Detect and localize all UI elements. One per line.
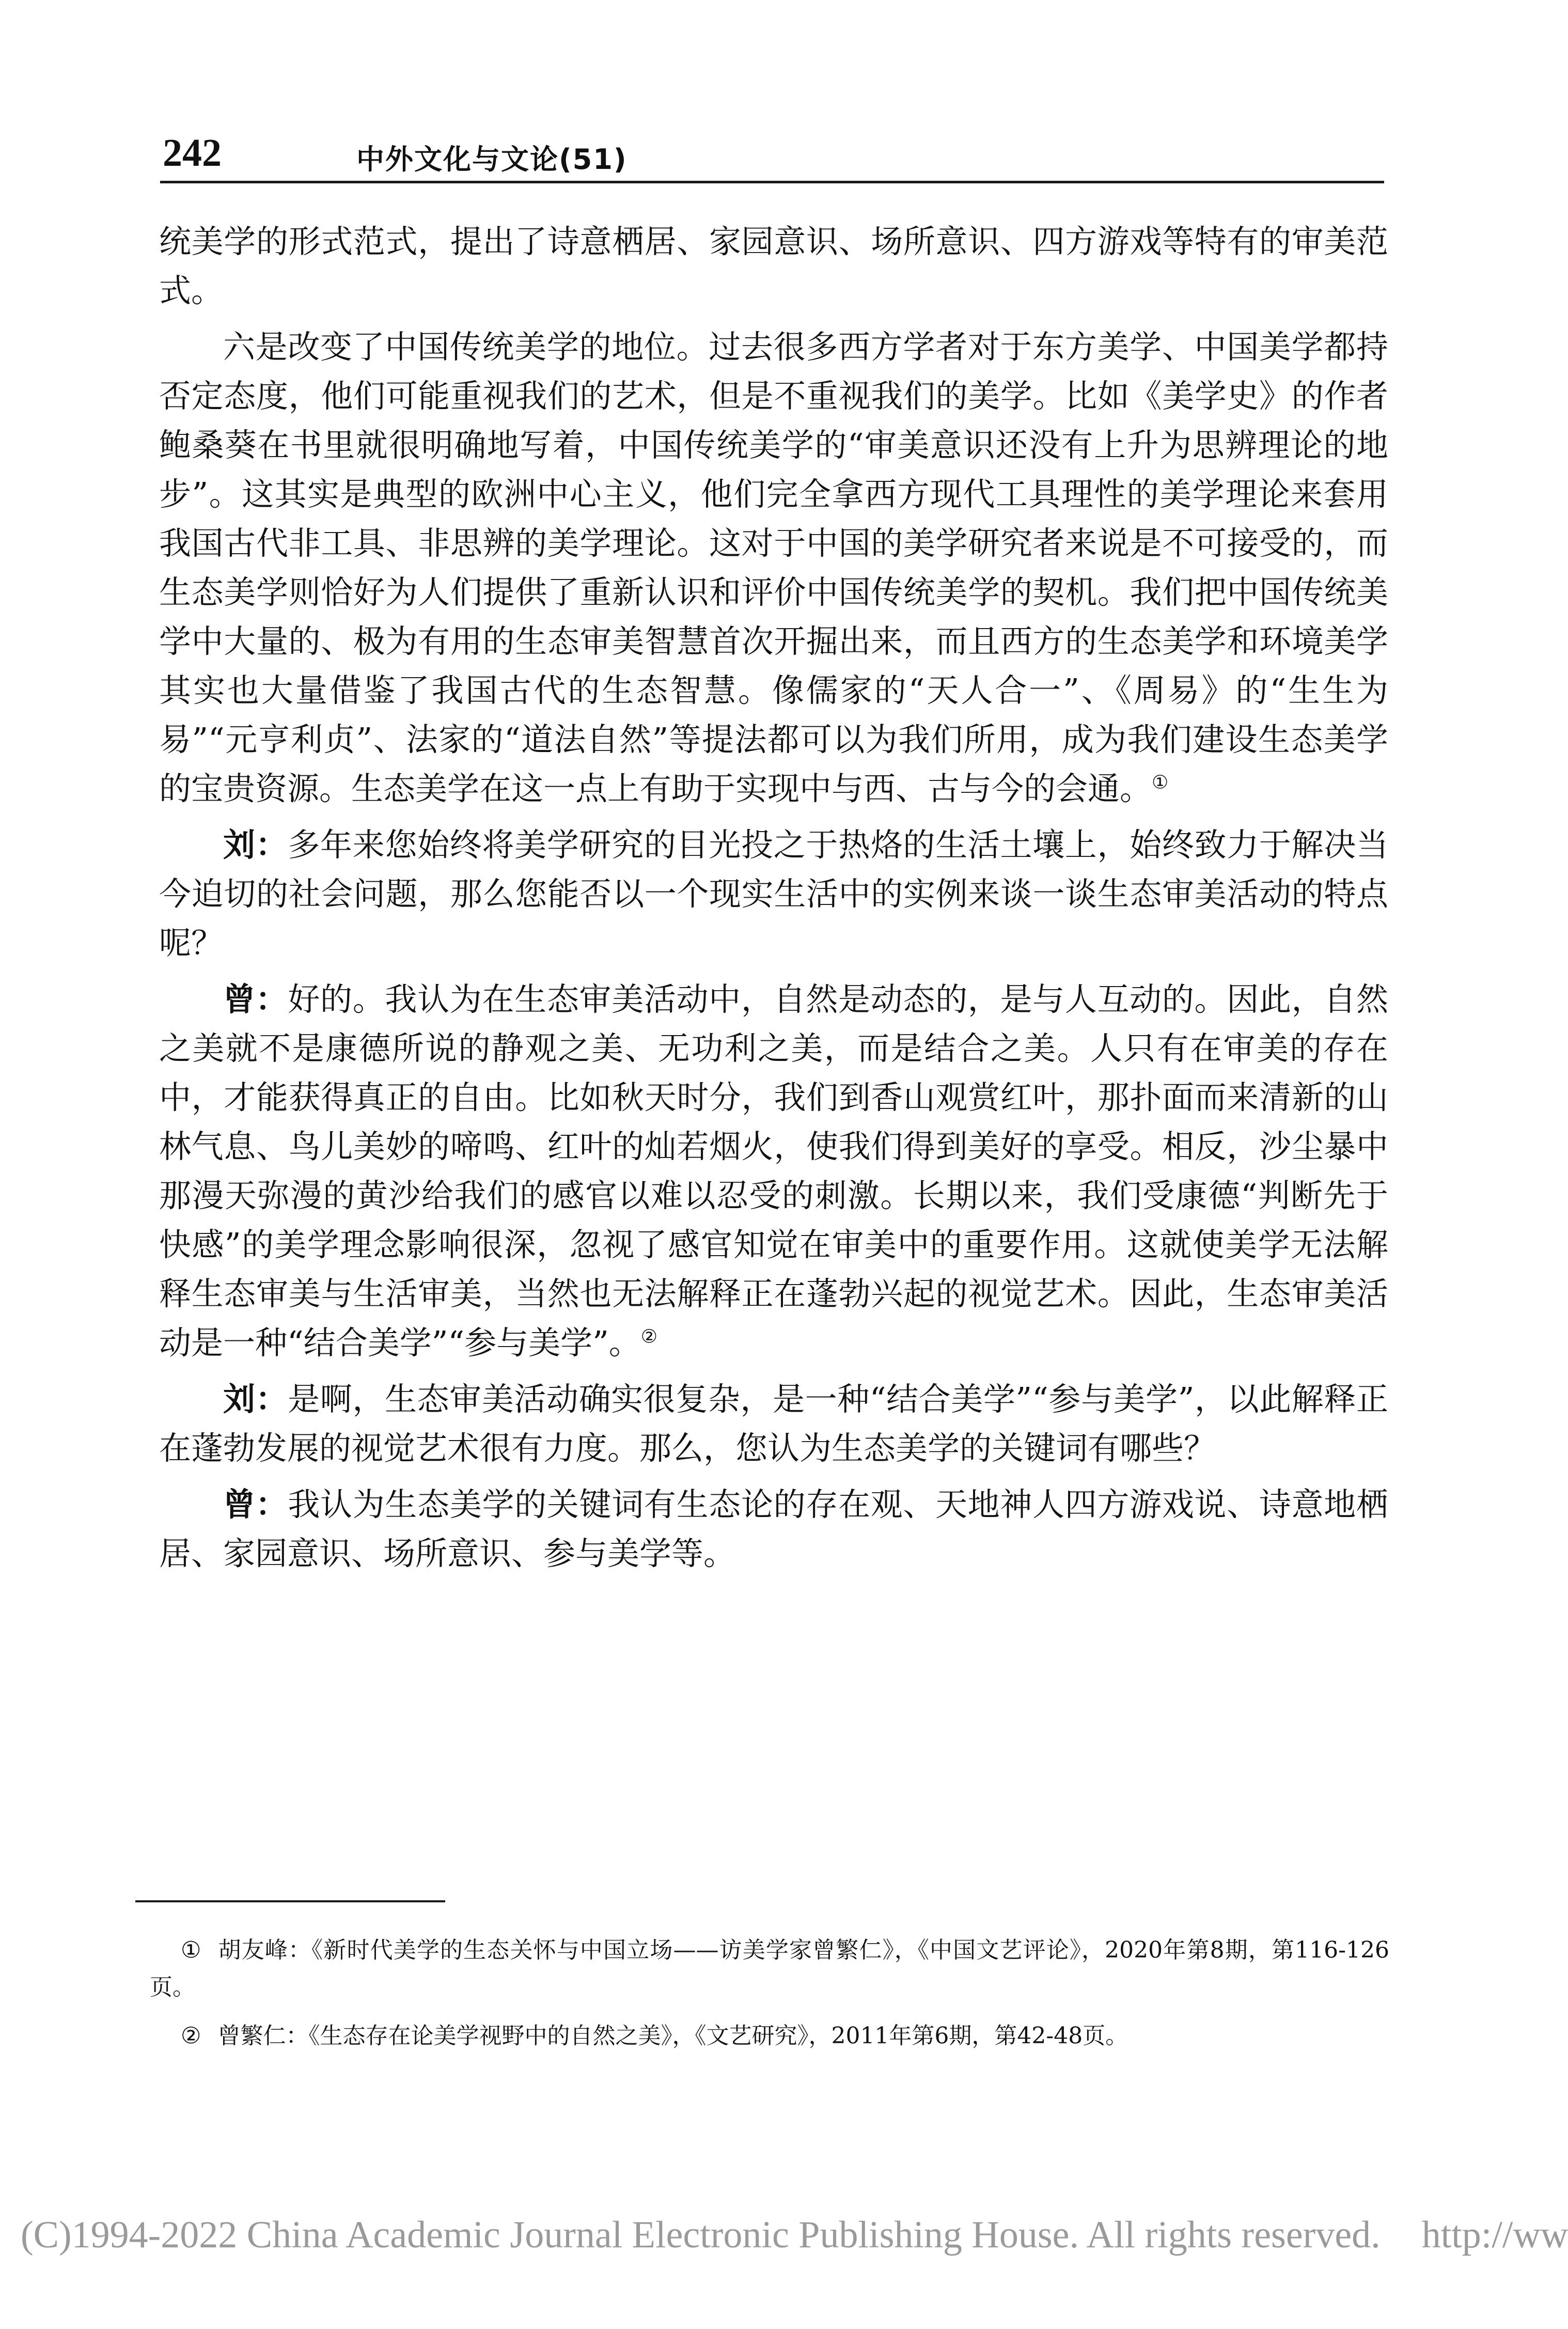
paragraph-text: 好的。我认为在生态审美活动中，自然是动态的，是与人互动的。因此，自然之美就不是康德所说的静观之美、无功利之美，而是结合之美。人只有在审美的存在中，才能获得真正的自由。比如秋天时分，我们到香山观赏红叶，那扑面而来清新的山林气息、鸟儿美妙的啼鸣、红叶的灿若烟火，使我们得到美好的享受。相反，沙尘暴中那漫天弥漫的黄沙给我们的感官以难以忍受的刺激。长期以来，我们受康德“判断先于快感”的美学理念影响很深，忽视了感官知觉在审美中的重要作用。这就使美学无法解释生态审美与生活审美，当然也无法解释正在蓬勃兴起的视觉艺术。因此，生态审美活动是一种“结合美学”“参与美学”。 bbox=[159, 980, 1388, 1362]
page-number: 242 bbox=[163, 131, 222, 175]
footnote-ref-1[interactable]: ① bbox=[1152, 772, 1169, 793]
header-rule bbox=[160, 181, 1384, 183]
footnotes bbox=[150, 1932, 1389, 2066]
paragraph-answer-2 bbox=[159, 1480, 1388, 1578]
speaker-label: 刘： bbox=[223, 1380, 288, 1418]
footnote-2 bbox=[150, 2018, 1389, 2055]
watermark-url[interactable]: http://ww bbox=[1421, 2214, 1568, 2256]
speaker-label: 曾： bbox=[223, 1486, 288, 1523]
paragraph-continued bbox=[159, 217, 1388, 315]
paragraph-question-2 bbox=[159, 1374, 1388, 1473]
paragraph-question-1 bbox=[159, 820, 1388, 967]
footnote-rule bbox=[135, 1900, 445, 1902]
speaker-label: 曾： bbox=[223, 980, 288, 1018]
footnote-mark: ① bbox=[181, 1937, 202, 1963]
copyright-text: (C)1994-2022 China Academic Journal Electronic Publishing House. All rights reserved. bbox=[21, 2214, 1381, 2256]
copyright-watermark bbox=[21, 2214, 1568, 2256]
paragraph-text: 六是改变了中国传统美学的地位。过去很多西方学者对于东方美学、中国美学都持否定态度，他们可能重视我们的艺术，但是不重视我们的美学。比如《美学史》的作者鲍桑葵在书里就很明确地写着，中国传统美学的“审美意识还没有上升为思辨理论的地步”。这其实是典型的欧洲中心主义，他们完全拿西方现代工具理性的美学理论来套用我国古代非工具、非思辨的美学理论。这对于中国的美学研究者来说是不可接受的，而生态美学则恰好为人们提供了重新认识和评价中国传统美学的契机。我们把中国传统美学中大量的、极为有用的生态审美智慧首次开掘出来，而且西方的生态美学和环境美学其实也大量借鉴了我国古代的生态智慧。像儒家的“天人合一”、《周易》的“生生为易”“元亨利贞”、法家的“道法自然”等提法都可以为我们所用，成为我们建设生态美学的宝贵资源。生态美学在这一点上有助于实现中与西、古与今的会通。 bbox=[159, 328, 1388, 807]
journal-title: 中外文化与文论(51) bbox=[356, 143, 628, 176]
paragraph-sixth-point bbox=[159, 322, 1388, 813]
paragraph-text: 统美学的形式范式，提出了诗意栖居、家园意识、场所意识、四方游戏等特有的审美范式。 bbox=[159, 223, 1388, 309]
footnote-mark: ② bbox=[181, 2023, 201, 2049]
footnote-text: 曾繁仁：《生态存在论美学视野中的自然之美》，《文艺研究》，2011年第6期，第42-48页。 bbox=[217, 2023, 1128, 2049]
footnote-1 bbox=[150, 1932, 1389, 2006]
article-body bbox=[159, 217, 1388, 1585]
speaker-label: 刘： bbox=[223, 826, 288, 864]
paragraph-answer-1 bbox=[159, 975, 1388, 1367]
paragraph-text: 多年来您始终将美学研究的目光投之于热烙的生活土壤上，始终致力于解决当今迫切的社会问题，那么您能否以一个现实生活中的实例来谈一谈生态审美活动的特点呢？ bbox=[159, 826, 1388, 962]
paragraph-text: 我认为生态美学的关键词有生态论的存在观、天地神人四方游戏说、诗意地栖居、家园意识、场所意识、参与美学等。 bbox=[159, 1486, 1388, 1572]
paragraph-text: 是啊，生态审美活动确实很复杂，是一种“结合美学”“参与美学”，以此解释正在蓬勃发展的视觉艺术很有力度。那么，您认为生态美学的关键词有哪些？ bbox=[159, 1380, 1388, 1467]
footnote-ref-2[interactable]: ② bbox=[640, 1326, 658, 1348]
footnote-text: 胡友峰：《新时代美学的生态关怀与中国立场——访美学家曾繁仁》，《中国文艺评论》，2020年第8期，第116-126页。 bbox=[150, 1937, 1389, 2000]
